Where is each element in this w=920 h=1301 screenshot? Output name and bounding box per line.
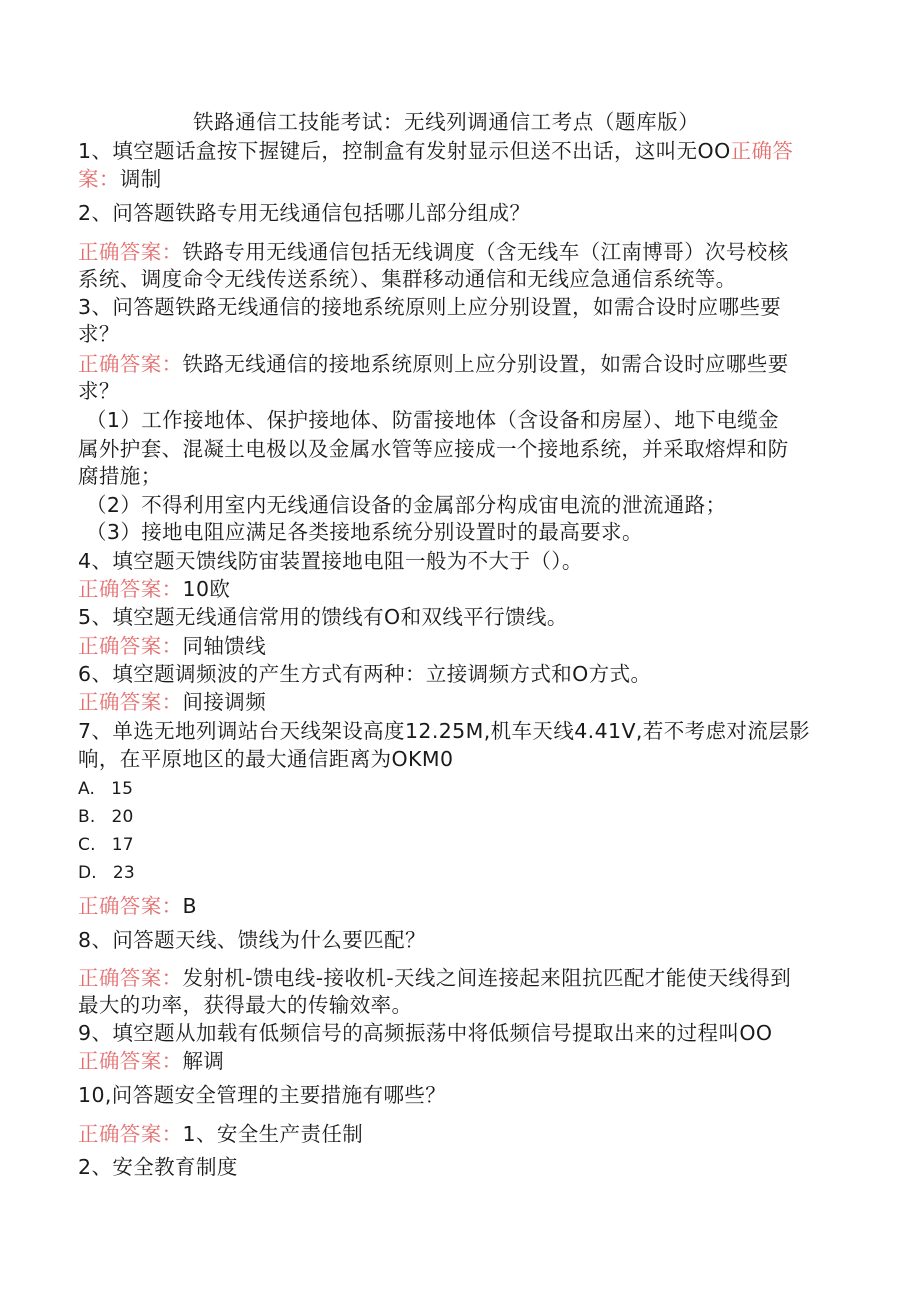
question-5: 5、填空题无线通信常用的馈线有O和双线平行馈线。: [78, 605, 568, 629]
question-6: 6、填空题调频波的产生方式有两种：立接调频方式和O方式。: [78, 662, 652, 686]
answer-3-text: 铁路无线通信的接地系统原则上应分别设置，如需合设时应哪些要: [182, 352, 789, 376]
answer-label: 正确答案：: [78, 352, 183, 376]
question-2: 2、问答题铁路专用无线通信包括哪儿部分组成？: [78, 201, 531, 225]
option-value: 15: [111, 779, 134, 799]
option-letter: C.: [78, 835, 96, 855]
answer-4-text: 10欧: [182, 577, 231, 601]
option-d: [78, 859, 135, 887]
answer-5-text: 同轴馈线: [182, 634, 267, 658]
answer-9-text: 解调: [182, 1049, 225, 1073]
option-c: [78, 831, 134, 859]
question-3-cont: 求？: [78, 322, 120, 346]
question-3: 3、问答题铁路无线通信的接地系统原则上应分别设置，如需合设时应哪些要: [78, 295, 782, 319]
option-letter: A.: [78, 779, 96, 799]
answer-1: [78, 165, 162, 193]
question-7-cont: 响，在平原地区的最大通信距离为OKM0: [78, 747, 454, 771]
answer-4: [78, 575, 230, 603]
question-7: 7、单选无地列调站台天线架设高度12.25M,机车天线4.41V,若不考虑对流层影: [78, 719, 811, 743]
answer-5: [78, 632, 266, 660]
answer-label: 正确答案：: [78, 966, 183, 990]
answer-6-text: 间接调频: [182, 690, 267, 714]
question-1-text: 1、填空题话盒按下握键后，控制盒有发射显示但送不出话，这叫无OO: [78, 139, 731, 163]
question-9: 9、填空题从加载有低频信号的高频振荡中将低频信号提取出来的过程叫OO: [78, 1021, 773, 1045]
option-b: [78, 803, 134, 831]
question-4: 4、填空题天馈线防宙装置接地电阻一般为不大于（）。: [78, 549, 583, 573]
answer-label: 正确答案：: [78, 1122, 183, 1146]
answer-label: 正确答案：: [78, 690, 183, 714]
answer-label: 案：: [78, 167, 120, 191]
answer-3: [78, 350, 789, 378]
answer-3-point-3: （3）接地电阻应满足各类接地系统分别设置时的最高要求。: [86, 520, 643, 544]
option-value: 17: [111, 835, 134, 855]
answer-3-point-1-cont: 腐措施；: [78, 464, 162, 488]
option-letter: D.: [78, 863, 97, 883]
answer-3-point-2: （2）不得利用室内无线通信设备的金属部分构成宙电流的泄流通路；: [86, 493, 727, 517]
option-letter: B.: [78, 807, 96, 827]
answer-10-item-2: 2、安全教育制度: [78, 1155, 238, 1179]
answer-3-point-1: （1）工作接地体、保护接地体、防雷接地体（含设备和房屋）、地下电缆金: [86, 408, 779, 432]
answer-label: 正确答案：: [78, 240, 183, 264]
answer-1-text: 调制: [119, 167, 162, 191]
answer-label: 正确答案：: [78, 634, 183, 658]
option-value: 23: [112, 863, 135, 883]
answer-3-cont: 求？: [78, 379, 120, 403]
question-8: 8、问答题天线、馈线为什么要匹配？: [78, 928, 426, 952]
question-1: [78, 137, 793, 165]
answer-8-text: 发射机-馈电线-接收机-天线之间连接起来阻抗匹配才能使天线得到: [182, 966, 792, 990]
answer-8-cont: 最大的功率，获得最大的传输效率。: [78, 993, 413, 1017]
answer-label: 正确答案：: [78, 1049, 183, 1073]
answer-3-point-1-cont: 属外护套、混凝土电极以及金属水管等应接成一个接地系统，并采取熔焊和防: [78, 437, 789, 461]
answer-label: 正确答: [730, 139, 794, 163]
answer-2-text: 铁路专用无线通信包括无线调度（含无线车（江南博哥）次号校核: [182, 240, 789, 264]
answer-10: [78, 1120, 363, 1148]
answer-label: 正确答案：: [78, 894, 183, 918]
question-10: 10,问答题安全管理的主要措施有哪些？: [78, 1083, 447, 1107]
answer-2: [78, 238, 789, 266]
answer-2-cont: 系统、调度命令无线传送系统）、集群移动通信和无线应急通信系统等。: [78, 267, 737, 291]
option-a: [78, 775, 133, 803]
answer-7: [78, 892, 197, 920]
answer-8: [78, 964, 791, 992]
option-value: 20: [111, 807, 134, 827]
document-title: 铁路通信工技能考试：无线列调通信工考点（题库版）: [193, 110, 700, 134]
answer-label: 正确答案：: [78, 577, 183, 601]
answer-6: [78, 688, 266, 716]
answer-10-text: 1、安全生产责任制: [182, 1122, 364, 1146]
answer-9: [78, 1047, 224, 1075]
answer-7-text: B: [182, 894, 197, 918]
